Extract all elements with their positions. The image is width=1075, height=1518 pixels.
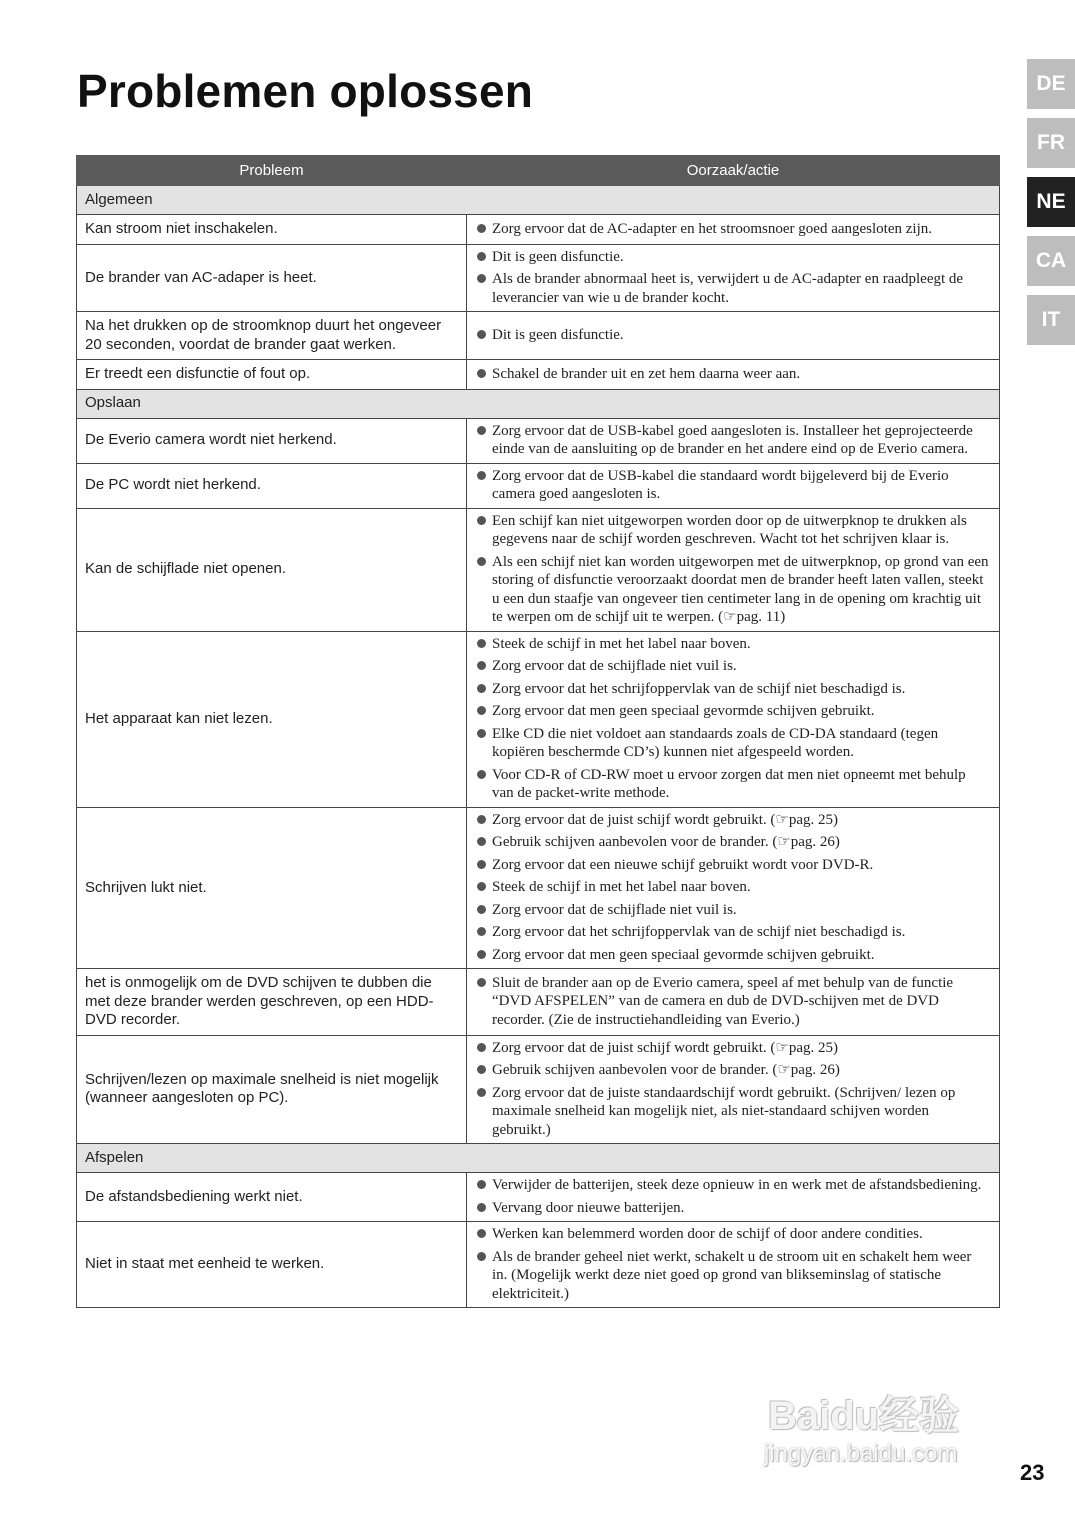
table-row [77, 418, 1000, 463]
table-body [77, 186, 1000, 1308]
table-row [77, 631, 1000, 807]
table-row [77, 1222, 1000, 1308]
action-item: Verwijder de batterijen, steek deze opnieuw in en werk met de afstandsbediening. [475, 1176, 989, 1195]
action-item: Zorg ervoor dat de schijflade niet vuil is. [475, 901, 989, 920]
table-row [77, 360, 1000, 390]
section-heading: Opslaan [77, 389, 1000, 418]
language-tab-de[interactable]: DE [1027, 59, 1075, 109]
action-list [475, 635, 989, 803]
problem-cell: Schrijven/lezen op maximale snelheid is niet mogelijk (wanneer aangesloten op PC). [77, 1035, 467, 1144]
action-list [475, 422, 989, 459]
problem-cell: Schrijven lukt niet. [77, 807, 467, 969]
action-list [475, 326, 989, 345]
troubleshooting-table [76, 155, 1000, 1308]
action-item: Gebruik schijven aanbevolen voor de brander. (☞pag. 26) [475, 1061, 989, 1080]
table-row [77, 508, 1000, 631]
action-item: Gebruik schijven aanbevolen voor de brander. (☞pag. 26) [475, 833, 989, 852]
action-item: Steek de schijf in met het label naar boven. [475, 878, 989, 897]
action-item: Als de brander geheel niet werkt, schakelt u de stroom uit en schakelt hem weer in. (Mogelijk werkt deze niet goed op grond van blikseminslag of statische elektriciteit.) [475, 1248, 989, 1304]
action-list [475, 1039, 989, 1140]
table-row [77, 312, 1000, 360]
table-header-row [77, 156, 1000, 186]
action-item: Zorg ervoor dat de USB-kabel die standaard wordt bijgeleverd bij de Everio camera goed aangesloten is. [475, 467, 989, 504]
problem-cell: het is onmogelijk om de DVD schijven te dubben die met deze brander werden geschreven, op een HDD-DVD recorder. [77, 969, 467, 1036]
page-number: 23 [1020, 1460, 1045, 1485]
table-row [77, 1173, 1000, 1222]
action-cell [467, 969, 1000, 1036]
table-row [77, 463, 1000, 508]
action-cell [467, 244, 1000, 312]
column-header-problem: Probleem [77, 156, 467, 186]
action-cell [467, 1035, 1000, 1144]
problem-cell: De afstandsbediening werkt niet. [77, 1173, 467, 1222]
action-item: Zorg ervoor dat het schrijfoppervlak van de schijf niet beschadigd is. [475, 923, 989, 942]
action-item: Werken kan belemmerd worden door de schijf of door andere condities. [475, 1225, 989, 1244]
action-item: Zorg ervoor dat de USB-kabel goed aangesloten is. Installeer het geprojecteerde einde van de aansluiting op de brander en het andere eind op de Everio camera. [475, 422, 989, 459]
action-list [475, 467, 989, 504]
action-item: Zorg ervoor dat de juist schijf wordt gebruikt. (☞pag. 25) [475, 1039, 989, 1058]
section-row [77, 186, 1000, 215]
table-row [77, 807, 1000, 969]
problem-cell: De brander van AC-adaper is heet. [77, 244, 467, 312]
language-tab-ne[interactable]: NE [1027, 177, 1075, 227]
action-item: Als een schijf niet kan worden uitgeworpen met de uitwerpknop, op grond van een storing of disfunctie veroorzaakt doordat men de brander heeft laten vallen, steekt u een dun staafje van ongeveer tien centimeter lang in de opening om krachtig uit te werpen om de schijf uit te werpen. (☞pag. 11) [475, 553, 989, 627]
problem-cell: Er treedt een disfunctie of fout op. [77, 360, 467, 390]
action-item: Zorg ervoor dat men geen speciaal gevormde schijven gebruikt. [475, 946, 989, 965]
language-tab-fr[interactable]: FR [1027, 118, 1075, 168]
action-cell [467, 312, 1000, 360]
action-list [475, 220, 989, 239]
table-row [77, 1035, 1000, 1144]
action-list [475, 811, 989, 965]
problem-cell: Het apparaat kan niet lezen. [77, 631, 467, 807]
action-cell [467, 1222, 1000, 1308]
action-item: Zorg ervoor dat men geen speciaal gevormde schijven gebruikt. [475, 702, 989, 721]
watermark [762, 1378, 1012, 1478]
action-list [475, 1176, 989, 1217]
table-row [77, 215, 1000, 245]
action-item: Vervang door nieuwe batterijen. [475, 1199, 989, 1218]
action-item: Zorg ervoor dat de schijflade niet vuil is. [475, 657, 989, 676]
action-cell [467, 215, 1000, 245]
section-row [77, 1144, 1000, 1173]
watermark-brand: Baidu经验 [768, 1394, 960, 1438]
action-list [475, 512, 989, 627]
action-list [475, 1225, 989, 1303]
language-tab-ca[interactable]: CA [1027, 236, 1075, 286]
column-header-cause-action: Oorzaak/actie [467, 156, 1000, 186]
section-heading: Algemeen [77, 186, 1000, 215]
action-cell [467, 418, 1000, 463]
problem-cell: Niet in staat met eenheid te werken. [77, 1222, 467, 1308]
problem-cell: Kan de schijflade niet openen. [77, 508, 467, 631]
action-cell [467, 807, 1000, 969]
section-heading: Afspelen [77, 1144, 1000, 1173]
action-item: Sluit de brander aan op de Everio camera, speel af met behulp van de functie “DVD AFSPELEN” van de camera en dub de DVD-schijven met de DVD recorder. (Zie de instructiehandleiding van Everio.) [475, 974, 989, 1030]
action-item: Zorg ervoor dat de juiste standaardschijf wordt gebruikt. (Schrijven/ lezen op maximale snelheid kan mogelijk niet, als niet-standaard schijven worden gebruikt.) [475, 1084, 989, 1140]
language-tab-it[interactable]: IT [1027, 295, 1075, 345]
action-item: Zorg ervoor dat het schrijfoppervlak van de schijf niet beschadigd is. [475, 680, 989, 699]
action-item: Steek de schijf in met het label naar boven. [475, 635, 989, 654]
action-cell [467, 631, 1000, 807]
action-item: Elke CD die niet voldoet aan standaards zoals de CD-DA standaard (tegen kopiëren beschermde CD’s) kunnen niet afgespeeld worden. [475, 725, 989, 762]
action-item: Zorg ervoor dat de juist schijf wordt gebruikt. (☞pag. 25) [475, 811, 989, 830]
action-list [475, 974, 989, 1030]
action-cell [467, 360, 1000, 390]
section-row [77, 389, 1000, 418]
page-title: Problemen oplossen [77, 65, 534, 117]
problem-cell: Kan stroom niet inschakelen. [77, 215, 467, 245]
action-item: Zorg ervoor dat een nieuwe schijf gebruikt wordt voor DVD-R. [475, 856, 989, 875]
action-item: Voor CD-R of CD-RW moet u ervoor zorgen dat men niet opneemt met behulp van de packet-write methode. [475, 766, 989, 803]
action-item: Een schijf kan niet uitgeworpen worden door op de uitwerpknop te drukken als gegevens naar de schijf worden geschreven. Wacht tot het schrijven klaar is. [475, 512, 989, 549]
action-cell [467, 1173, 1000, 1222]
problem-cell: De Everio camera wordt niet herkend. [77, 418, 467, 463]
watermark-url: jingyan.baidu.com [764, 1440, 958, 1467]
table-row [77, 244, 1000, 312]
action-list [475, 248, 989, 308]
action-item: Zorg ervoor dat de AC-adapter en het stroomsnoer goed aangesloten zijn. [475, 220, 989, 239]
problem-cell: De PC wordt niet herkend. [77, 463, 467, 508]
problem-cell: Na het drukken op de stroomknop duurt het ongeveer 20 seconden, voordat de brander gaat werken. [77, 312, 467, 360]
action-list [475, 365, 989, 384]
table-row [77, 969, 1000, 1036]
action-cell [467, 463, 1000, 508]
action-item: Dit is geen disfunctie. [475, 326, 989, 345]
action-item: Als de brander abnormaal heet is, verwijdert u de AC-adapter en raadpleegt de leverancier van wie u de brander kocht. [475, 270, 989, 307]
action-cell [467, 508, 1000, 631]
language-tabs [1027, 59, 1075, 354]
action-item: Dit is geen disfunctie. [475, 248, 989, 267]
action-item: Schakel de brander uit en zet hem daarna weer aan. [475, 365, 989, 384]
